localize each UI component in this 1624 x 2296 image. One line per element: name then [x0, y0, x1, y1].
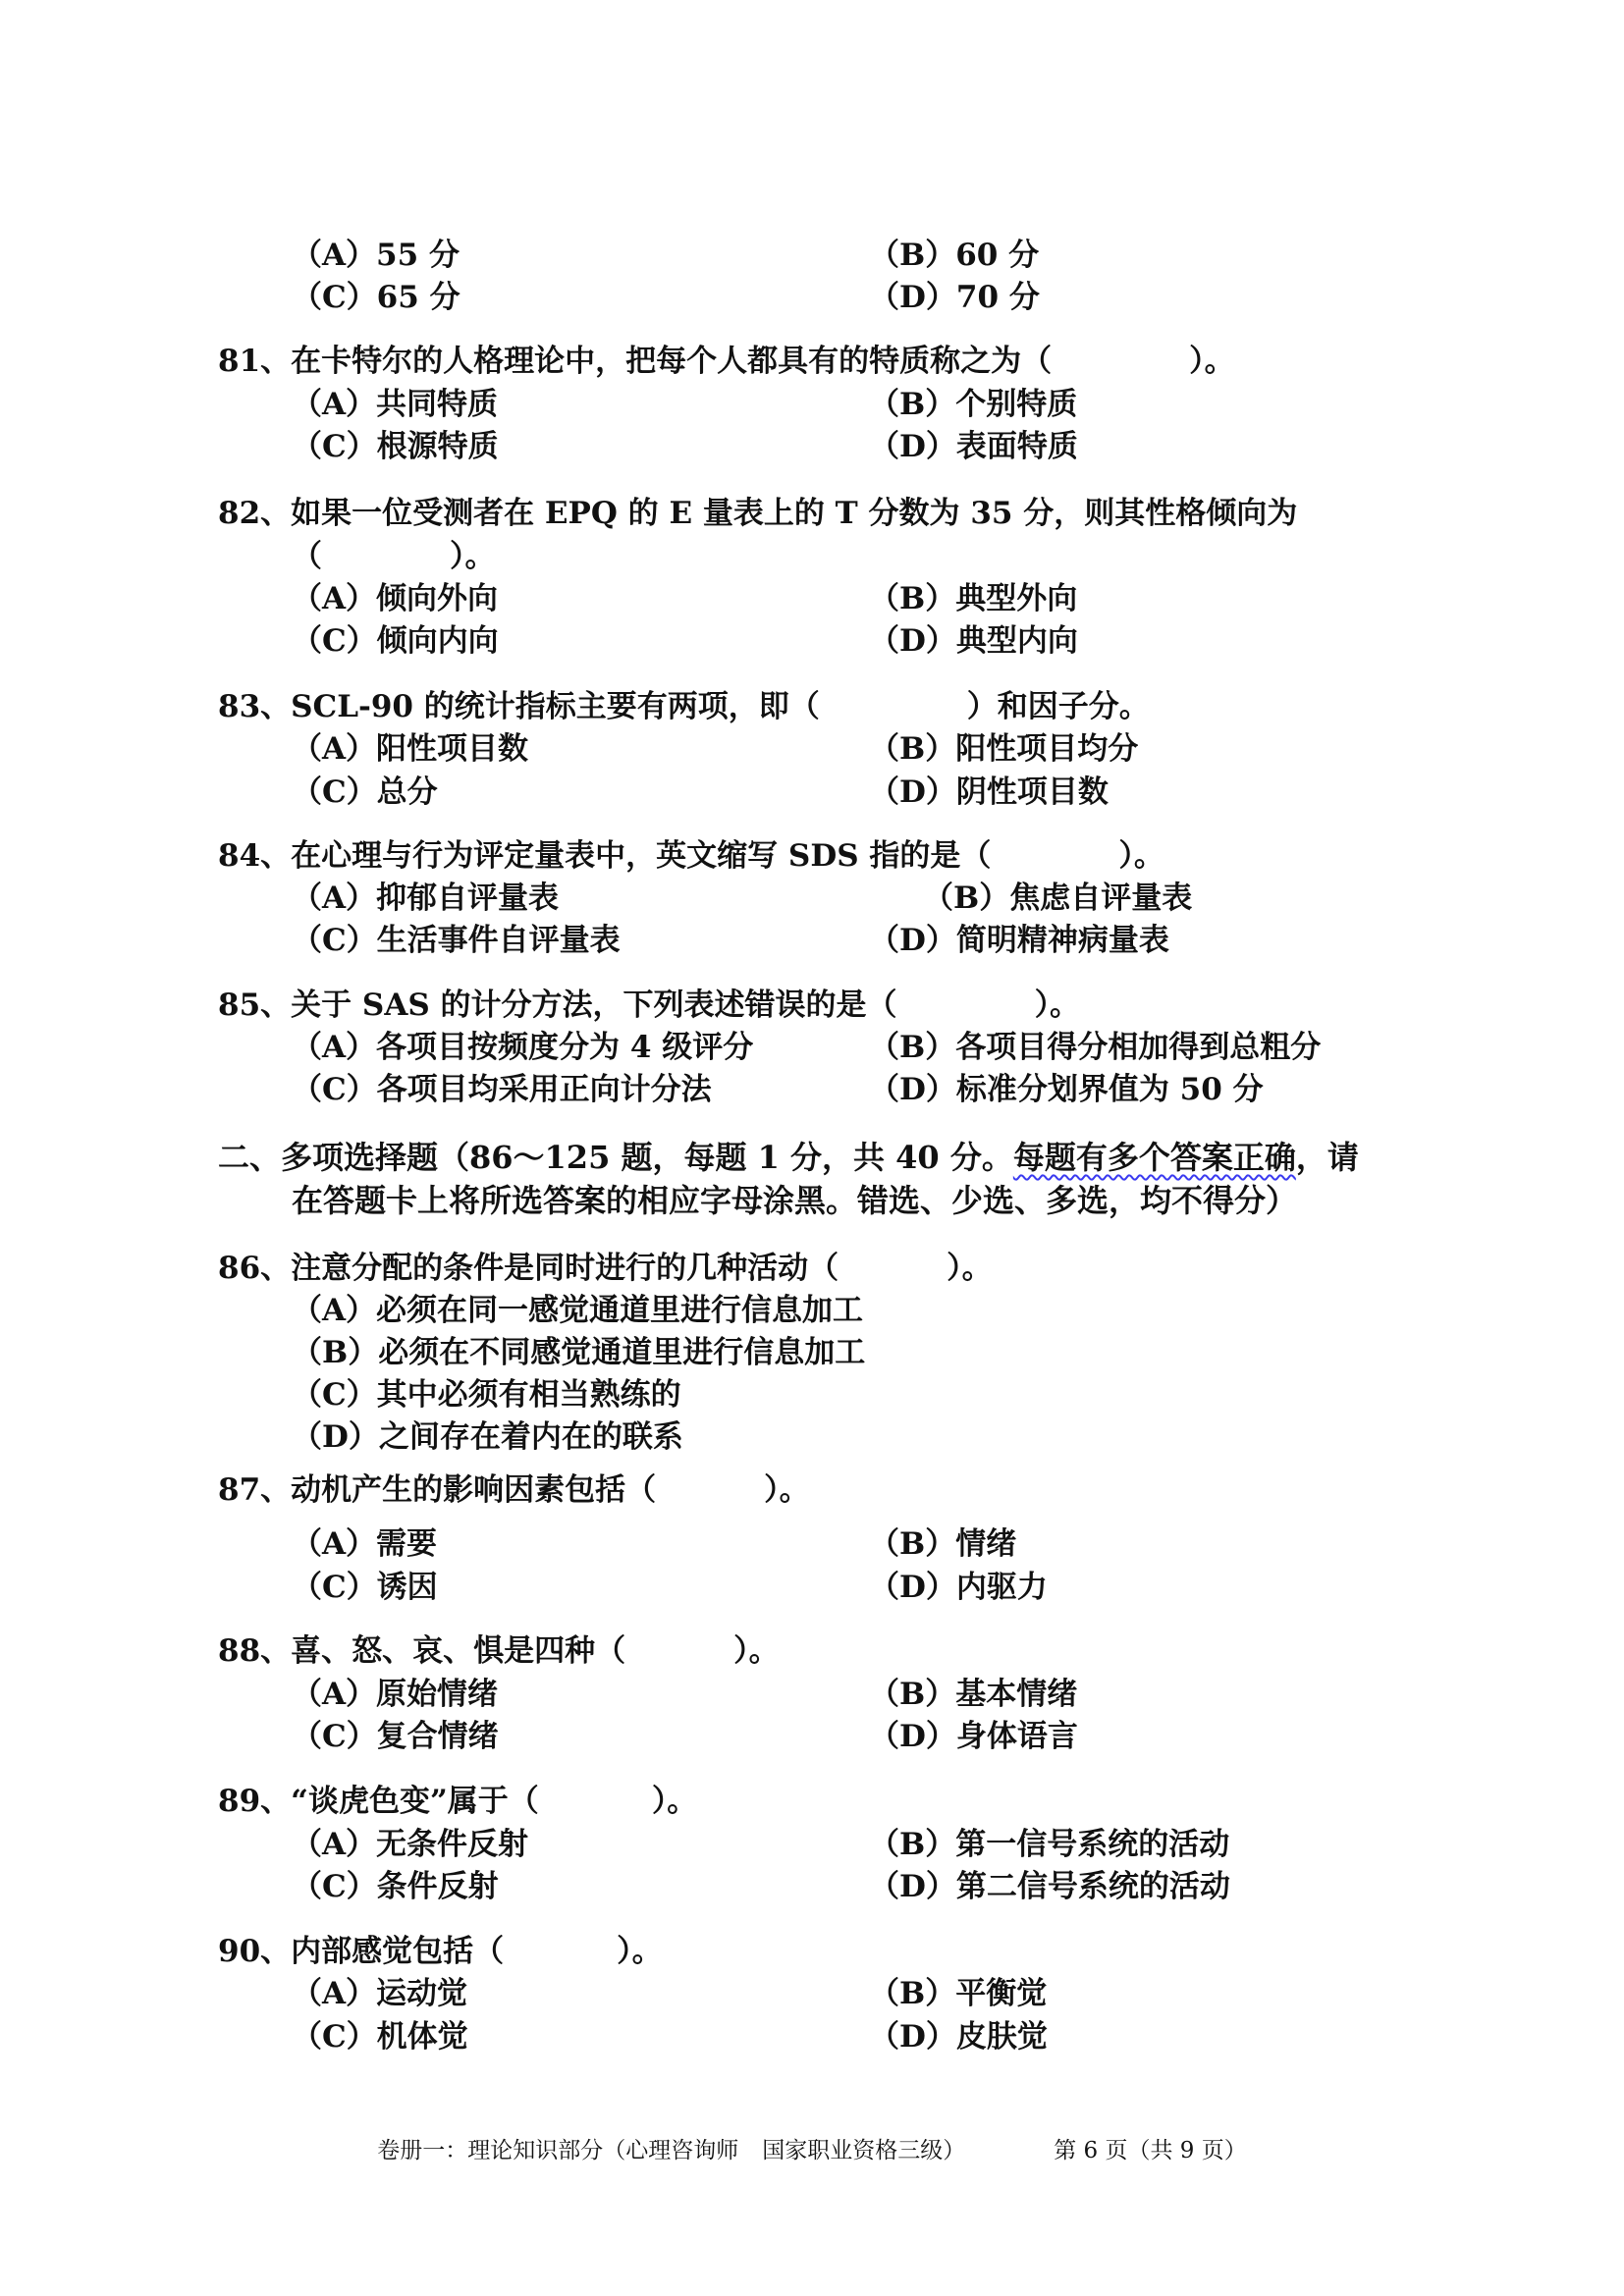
question-text: 87、动机产生的影响因素包括（: [218, 1472, 657, 1508]
option-b: （B）必须在不同感觉通道里进行信息加工: [292, 1335, 866, 1370]
option-c: （C）条件反射: [292, 1869, 499, 1904]
question-text: 83、SCL-90 的统计指标主要有两项，即（: [218, 689, 820, 724]
option-a: （A）原始情绪: [292, 1677, 499, 1712]
question-text-end: ）。: [617, 1934, 663, 1969]
option-d: （D）表面特质: [869, 429, 1078, 464]
question-82-stem: 82、如果一位受测者在 EPQ 的 E 量表上的 T 分数为 35 分，则其性格倾向为: [218, 496, 1298, 531]
option-b: （B）基本情绪: [869, 1677, 1078, 1712]
option-d: （D）典型内向: [869, 623, 1078, 659]
section-heading-cont: 在答题卡上将所选答案的相应字母涂黑。错选、少选、多选，均不得分）: [292, 1182, 1298, 1219]
footer-level: 国家职业资格三级）: [762, 2138, 966, 2163]
option-b: （B）平衡觉: [869, 1976, 1048, 2011]
option-a: （A）共同特质: [292, 387, 499, 422]
option-d: （D）阴性项目数: [869, 774, 1109, 810]
option-c: （C）其中必须有相当熟练的: [292, 1377, 681, 1413]
question-text: 89、“谈虎色变”属于（: [218, 1784, 539, 1819]
option-d: （D）之间存在着内在的联系: [292, 1419, 683, 1455]
question-text: （: [292, 539, 322, 574]
question-text-end: ）。: [651, 1784, 698, 1819]
option-c: （C）复合情绪: [292, 1719, 499, 1754]
question-text-end: ）。: [947, 1251, 993, 1286]
question-text-end: ）。: [764, 1472, 810, 1508]
footer-volume: 卷册一：理论知识部分（心理咨询师: [377, 2138, 739, 2163]
option-a: （A）无条件反射: [292, 1827, 529, 1862]
option-d: （D）身体语言: [869, 1719, 1078, 1754]
question-text: 84、在心理与行为评定量表中，英文缩写 SDS 指的是（: [218, 838, 992, 874]
question-text: 86、注意分配的条件是同时进行的几种活动（: [218, 1251, 839, 1286]
question-90-stem: [218, 1932, 663, 1971]
question-text-end: ）。: [1118, 838, 1164, 874]
option-b: （B）60 分: [869, 238, 1040, 273]
question-89-stem: [218, 1782, 697, 1821]
question-text: 81、在卡特尔的人格理论中，把每个人都具有的特质称之为（: [218, 344, 1053, 379]
question-text: 90、内部感觉包括（: [218, 1934, 505, 1969]
option-b: （B）情绪: [869, 1526, 1017, 1562]
question-text-end: ）。: [450, 539, 496, 574]
question-text: 88、喜、怒、哀、惧是四种（: [218, 1633, 626, 1669]
option-a: （A）各项目按频度分为 4 级评分: [292, 1030, 754, 1065]
option-b: （B）典型外向: [869, 581, 1078, 616]
option-b: （B）第一信号系统的活动: [869, 1827, 1230, 1862]
question-84-stem: [218, 836, 1164, 876]
question-text-end: ）。: [1189, 344, 1235, 379]
question-81-stem: [218, 342, 1235, 381]
option-a: （A）55 分: [292, 238, 460, 273]
option-d: （D）内驱力: [869, 1570, 1048, 1605]
option-d: （D）标准分划界值为 50 分: [869, 1072, 1264, 1107]
question-text: 85、关于 SAS 的计分方法，下列表述错误的是（: [218, 988, 897, 1023]
option-b: （B）个别特质: [869, 387, 1078, 422]
option-c: （C）根源特质: [292, 429, 499, 464]
section-heading: 二、多项选择题（86～125 题，每题 1 分，共 40 分。每题有多个答案正确，请: [218, 1139, 1359, 1176]
question-86-stem: [218, 1249, 993, 1288]
option-c: （C）倾向内向: [292, 623, 499, 659]
option-a: （A）运动觉: [292, 1976, 468, 2011]
option-c: （C）诱因: [292, 1570, 438, 1605]
question-text-end: ）。: [1034, 988, 1081, 1023]
question-88-stem: [218, 1631, 780, 1671]
option-a: （A）倾向外向: [292, 581, 499, 616]
option-d: （D）70 分: [869, 280, 1040, 315]
question-82-stem-cont: [292, 537, 496, 576]
option-d: （D）皮肤觉: [869, 2019, 1048, 2055]
footer-page-number: 第 6 页（共 9 页）: [1054, 2138, 1247, 2163]
option-d: （D）第二信号系统的活动: [869, 1869, 1230, 1904]
option-b: （B）焦虑自评量表: [923, 881, 1193, 916]
question-text-end: ）和因子分。: [966, 689, 1150, 724]
option-a: （A）需要: [292, 1526, 438, 1562]
option-c: （C）65 分: [292, 280, 460, 315]
question-87-stem: [218, 1470, 810, 1510]
page-footer: [0, 2132, 1624, 2164]
option-b: （B）各项目得分相加得到总粗分: [869, 1030, 1322, 1065]
question-text-end: ）。: [733, 1633, 780, 1669]
option-c: （C）总分: [292, 774, 438, 810]
option-c: （C）机体觉: [292, 2019, 468, 2055]
option-a: （A）抑郁自评量表: [292, 881, 560, 916]
option-a: （A）必须在同一感觉通道里进行信息加工: [292, 1293, 864, 1328]
option-b: （B）阳性项目均分: [869, 731, 1139, 767]
question-85-stem: [218, 986, 1080, 1025]
question-83-stem: [218, 687, 1150, 726]
option-d: （D）简明精神病量表: [869, 923, 1169, 958]
option-a: （A）阳性项目数: [292, 731, 529, 767]
emphasis-wavy: 每题有多个答案正确: [1012, 1139, 1296, 1176]
option-c: （C）生活事件自评量表: [292, 923, 621, 958]
option-c: （C）各项目均采用正向计分法: [292, 1072, 712, 1107]
